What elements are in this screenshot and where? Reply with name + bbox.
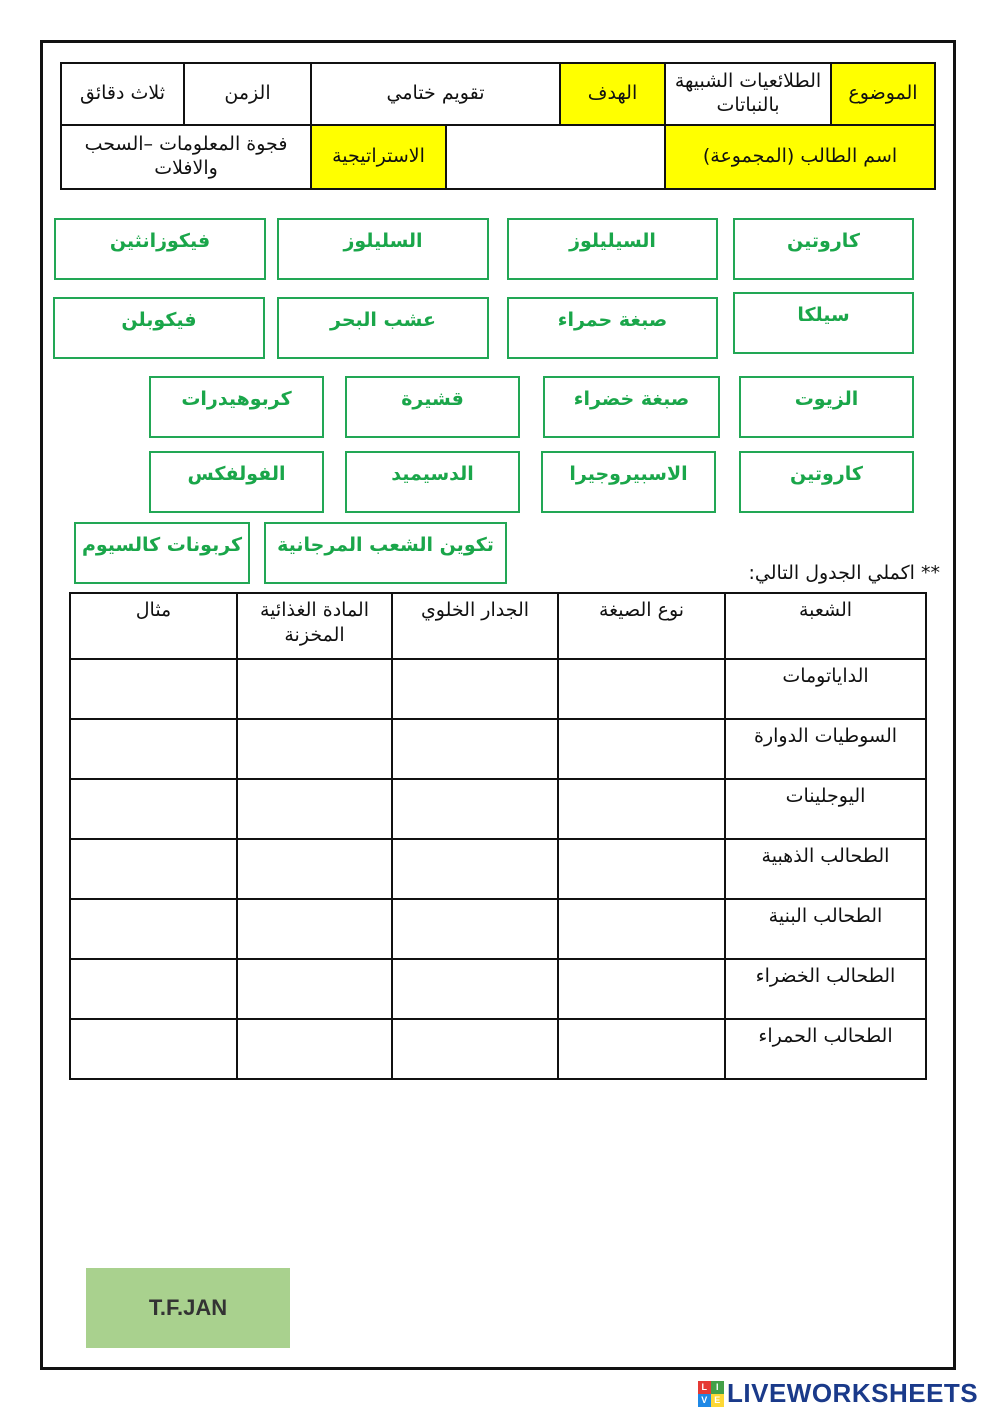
table-row <box>70 959 926 1019</box>
answer-drop-zone[interactable] <box>237 1019 392 1079</box>
table-row <box>70 659 926 719</box>
answer-drop-zone[interactable] <box>558 899 725 959</box>
row-label: الطحالب الخضراء <box>725 959 926 1019</box>
table-row <box>70 719 926 779</box>
answer-drop-zone[interactable] <box>237 899 392 959</box>
drag-chip[interactable]: كربوهيدرات <box>149 376 324 438</box>
column-header: المادة الغذائية المخزنة <box>237 593 392 659</box>
answer-drop-zone[interactable] <box>558 779 725 839</box>
answer-drop-zone[interactable] <box>392 719 558 779</box>
liveworksheets-badge-icon: L I V E <box>698 1381 724 1407</box>
answer-drop-zone[interactable] <box>70 959 237 1019</box>
drag-chip[interactable]: الاسبيروجيرا <box>541 451 716 513</box>
strategy-value: فجوة المعلومات –السحب والافلات <box>60 124 312 190</box>
brand-text: LIVEWORKSHEETS <box>727 1378 979 1408</box>
answer-drop-zone[interactable] <box>70 719 237 779</box>
topic-label: الموضوع <box>830 62 936 126</box>
time-label: الزمن <box>183 62 312 126</box>
answer-drop-zone[interactable] <box>237 839 392 899</box>
answer-drop-zone[interactable] <box>237 659 392 719</box>
column-header: نوع الصيغة <box>558 593 725 659</box>
answer-drop-zone[interactable] <box>70 839 237 899</box>
row-label: السوطيات الدوارة <box>725 719 926 779</box>
drag-chip[interactable]: فيكوبلن <box>53 297 265 359</box>
answer-drop-zone[interactable] <box>392 839 558 899</box>
drag-chip[interactable]: كاروتين <box>739 451 914 513</box>
instruction-text: ** اكملي الجدول التالي: <box>748 562 940 584</box>
drag-chip[interactable]: السليلوز <box>277 218 489 280</box>
answer-drop-zone[interactable] <box>558 719 725 779</box>
drag-chip[interactable]: تكوين الشعب المرجانية <box>264 522 507 584</box>
answer-drop-zone[interactable] <box>558 1019 725 1079</box>
drag-chip[interactable]: قشيرة <box>345 376 520 438</box>
answer-drop-zone[interactable] <box>70 659 237 719</box>
row-label: الداياتومات <box>725 659 926 719</box>
answer-drop-zone[interactable] <box>392 779 558 839</box>
table-row <box>70 839 926 899</box>
drag-chip[interactable]: الزيوت <box>739 376 914 438</box>
topic-value: الطلائعيات الشبيهة بالنباتات <box>664 62 832 126</box>
answer-drop-zone[interactable] <box>392 1019 558 1079</box>
drag-chip[interactable]: سيلكا <box>733 292 914 354</box>
table-header-row <box>70 593 926 659</box>
table-row <box>70 779 926 839</box>
goal-label: الهدف <box>559 62 666 126</box>
answer-drop-zone[interactable] <box>237 779 392 839</box>
answer-drop-zone[interactable] <box>70 1019 237 1079</box>
liveworksheets-logo <box>698 1378 978 1409</box>
table-row <box>70 1019 926 1079</box>
drag-chip[interactable]: الفولفكس <box>149 451 324 513</box>
answer-drop-zone[interactable] <box>392 659 558 719</box>
answer-table <box>69 592 927 1080</box>
answer-drop-zone[interactable] <box>392 959 558 1019</box>
answer-drop-zone[interactable] <box>558 839 725 899</box>
column-header: الجدار الخلوي <box>392 593 558 659</box>
table-row <box>70 899 926 959</box>
answer-drop-zone[interactable] <box>237 719 392 779</box>
drag-chip[interactable]: عشب البحر <box>277 297 489 359</box>
drag-chip[interactable]: كاروتين <box>733 218 914 280</box>
student-name-label: اسم الطالب (المجموعة) <box>664 124 936 190</box>
strategy-label: الاستراتيجية <box>310 124 447 190</box>
row-label: الطحالب البنية <box>725 899 926 959</box>
column-header: مثال <box>70 593 237 659</box>
time-value: ثلاث دقائق <box>60 62 185 126</box>
row-label: الطحالب الذهبية <box>725 839 926 899</box>
author-box: T.F.JAN <box>86 1268 290 1348</box>
drag-chip[interactable]: الدسيميد <box>345 451 520 513</box>
drag-chip[interactable]: صبغة حمراء <box>507 297 718 359</box>
answer-drop-zone[interactable] <box>558 659 725 719</box>
drag-chip[interactable]: صبغة خضراء <box>543 376 720 438</box>
drag-chip[interactable]: كربونات كالسيوم <box>74 522 250 584</box>
answer-drop-zone[interactable] <box>70 779 237 839</box>
answer-drop-zone[interactable] <box>392 899 558 959</box>
row-label: اليوجلينات <box>725 779 926 839</box>
goal-value: تقويم ختامي <box>310 62 561 126</box>
row-label: الطحالب الحمراء <box>725 1019 926 1079</box>
answer-drop-zone[interactable] <box>558 959 725 1019</box>
drag-chip[interactable]: فيكوزانثين <box>54 218 266 280</box>
answer-drop-zone[interactable] <box>70 899 237 959</box>
column-header: الشعبة <box>725 593 926 659</box>
answer-drop-zone[interactable] <box>237 959 392 1019</box>
student-name-value <box>445 124 666 190</box>
drag-chip[interactable]: السيليلوز <box>507 218 718 280</box>
